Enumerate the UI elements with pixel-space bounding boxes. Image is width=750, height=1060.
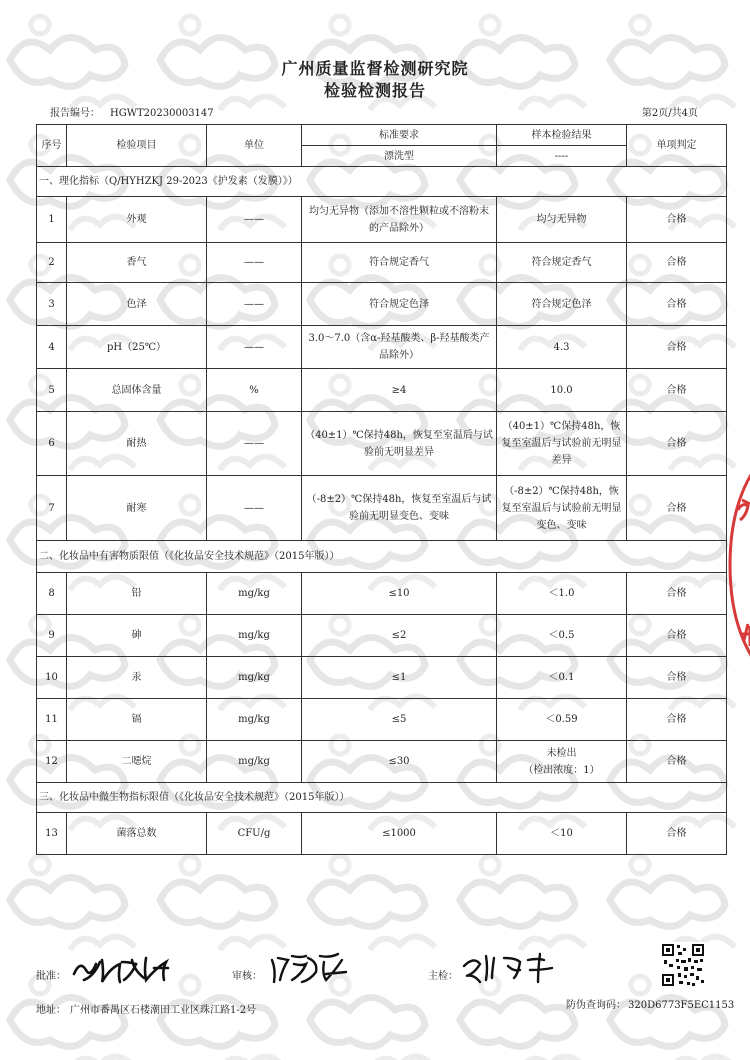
- row-standard: ≥4: [302, 369, 497, 412]
- row-judgement: 合格: [627, 326, 727, 369]
- header-judgement: 单项判定: [627, 125, 727, 167]
- row-item: pH（25℃）: [67, 326, 207, 369]
- approver-label: 批准：: [36, 971, 66, 982]
- row-standard: 符合规定色泽: [302, 283, 497, 326]
- row-no: 12: [37, 741, 67, 783]
- header-seq: 序号: [37, 125, 67, 167]
- table-row: [37, 197, 727, 243]
- row-unit: CFU/g: [207, 813, 302, 855]
- row-standard: ≤1000: [302, 813, 497, 855]
- qr-code-icon: [660, 942, 706, 988]
- row-judgement: 合格: [627, 741, 727, 783]
- row-unit: mg/kg: [207, 573, 302, 615]
- row-standard: 3.0～7.0（含α-羟基酸类、β-羟基酸类产品除外）: [302, 326, 497, 369]
- section-title: 一、理化指标（Q/HYHZKJ 29-2023《护发素（发膜）》）: [37, 167, 727, 197]
- table-row: [37, 476, 727, 541]
- row-judgement: 合格: [627, 412, 727, 476]
- row-result: 符合规定香气: [497, 243, 627, 283]
- row-standard: ≤2: [302, 615, 497, 657]
- report-number-value: HGWT20230003147: [110, 108, 214, 119]
- row-item: 色泽: [67, 283, 207, 326]
- row-result: 4.3: [497, 326, 627, 369]
- row-item: 耐寒: [67, 476, 207, 541]
- row-unit: ——: [207, 412, 302, 476]
- row-judgement: 合格: [627, 283, 727, 326]
- row-item: 耐热: [67, 412, 207, 476]
- institute-title: 广州质量监督检测研究院: [281, 59, 469, 78]
- report-number: [50, 104, 214, 119]
- row-unit: ——: [207, 476, 302, 541]
- row-unit: ——: [207, 243, 302, 283]
- row-unit: ——: [207, 197, 302, 243]
- header-standard-sub: 漂洗型: [302, 146, 497, 167]
- row-no: 4: [37, 326, 67, 369]
- approver-signature: [70, 952, 180, 986]
- table-row: [37, 741, 727, 783]
- header-item: 检验项目: [67, 125, 207, 167]
- row-standard: ≤30: [302, 741, 497, 783]
- table-row: [37, 326, 727, 369]
- row-no: 8: [37, 573, 67, 615]
- row-no: 7: [37, 476, 67, 541]
- row-result: [497, 741, 627, 783]
- red-seal-stamp: [720, 440, 750, 690]
- table-row: [37, 243, 727, 283]
- row-result: （40±1）℃保持48h，恢复至室温后与试验前无明显差异: [497, 412, 627, 476]
- row-result: ＜1.0: [497, 573, 627, 615]
- table-row: [37, 412, 727, 476]
- row-standard: ≤10: [302, 573, 497, 615]
- anticounterfeit: [566, 996, 734, 1011]
- row-no: 9: [37, 615, 67, 657]
- anticounterfeit-code: 320D6773F5EC1153: [628, 1000, 735, 1011]
- address: [36, 1001, 256, 1016]
- row-standard: ≤1: [302, 657, 497, 699]
- row-item: 二噁烷: [67, 741, 207, 783]
- row-unit: %: [207, 369, 302, 412]
- row-judgement: 合格: [627, 813, 727, 855]
- row-result: ＜10: [497, 813, 627, 855]
- row-judgement: 合格: [627, 657, 727, 699]
- row-no: 1: [37, 197, 67, 243]
- inspector-signature: [460, 950, 570, 986]
- row-standard: （-8±2）℃保持48h，恢复至室温后与试验前无明显变色、变味: [302, 476, 497, 541]
- table-row: [37, 573, 727, 615]
- anticounterfeit-label: 防伪查询码：: [566, 1000, 626, 1011]
- header-result: 样本检验结果: [497, 125, 627, 146]
- table-row: [37, 657, 727, 699]
- row-result: 符合规定色泽: [497, 283, 627, 326]
- row-result: 均匀无异物: [497, 197, 627, 243]
- table-row: [37, 699, 727, 741]
- row-judgement: 合格: [627, 243, 727, 283]
- row-no: 6: [37, 412, 67, 476]
- row-unit: ——: [207, 326, 302, 369]
- row-unit: mg/kg: [207, 657, 302, 699]
- report-number-label: 报告编号：: [50, 108, 100, 119]
- row-item: 镉: [67, 699, 207, 741]
- row-result: ＜0.59: [497, 699, 627, 741]
- row-standard: 符合规定香气: [302, 243, 497, 283]
- row-item: 香气: [67, 243, 207, 283]
- row-standard: （40±1）℃保持48h，恢复至室温后与试验前无明显差异: [302, 412, 497, 476]
- row-item: 总固体含量: [67, 369, 207, 412]
- row-result: 10.0: [497, 369, 627, 412]
- address-value: 广州市番禺区石楼潮田工业区珠江路1-2号: [70, 1005, 257, 1016]
- row-unit: ——: [207, 283, 302, 326]
- reviewer-label: 审核：: [232, 971, 262, 982]
- row-judgement: 合格: [627, 615, 727, 657]
- row-judgement: 合格: [627, 699, 727, 741]
- reviewer-signature: [268, 950, 358, 986]
- header-unit: 单位: [207, 125, 302, 167]
- row-result: ＜0.5: [497, 615, 627, 657]
- row-result-note: （检出浓度：1）: [523, 764, 600, 776]
- address-label: 地址：: [36, 1005, 66, 1016]
- inspector-label: 主检：: [428, 971, 458, 982]
- table-row: [37, 283, 727, 326]
- row-unit: mg/kg: [207, 741, 302, 783]
- table-row: [37, 369, 727, 412]
- section-title: 二、化妆品中有害物质限值（《化妆品安全技术规范》（2015年版））: [37, 541, 727, 573]
- row-standard: ≤5: [302, 699, 497, 741]
- row-result-value: 未检出: [546, 747, 577, 759]
- row-unit: mg/kg: [207, 699, 302, 741]
- section-title: 三、化妆品中微生物指标限值（《化妆品安全技术规范》（2015年版））: [37, 783, 727, 813]
- row-no: 11: [37, 699, 67, 741]
- row-item: 砷: [67, 615, 207, 657]
- table-row: [37, 615, 727, 657]
- report-title: 检验检测报告: [323, 81, 426, 100]
- row-item: 外观: [67, 197, 207, 243]
- row-no: 2: [37, 243, 67, 283]
- inspection-table: [36, 124, 727, 855]
- row-item: 铅: [67, 573, 207, 615]
- row-item: 菌落总数: [67, 813, 207, 855]
- row-judgement: 合格: [627, 476, 727, 541]
- row-standard: 均匀无异物（添加不溶性颗粒或不溶粉末的产品除外）: [302, 197, 497, 243]
- row-no: 13: [37, 813, 67, 855]
- row-no: 5: [37, 369, 67, 412]
- table-row: [37, 813, 727, 855]
- row-judgement: 合格: [627, 369, 727, 412]
- row-result: （-8±2）℃保持48h，恢复至室温后与试验前无明显变色、变味: [497, 476, 627, 541]
- header-standard: 标准要求: [302, 125, 497, 146]
- row-no: 10: [37, 657, 67, 699]
- row-no: 3: [37, 283, 67, 326]
- row-item: 汞: [67, 657, 207, 699]
- page-info: 第2页/共4页: [641, 108, 698, 119]
- row-judgement: 合格: [627, 197, 727, 243]
- row-result: ＜0.1: [497, 657, 627, 699]
- row-unit: mg/kg: [207, 615, 302, 657]
- header-result-sub: ----: [497, 146, 627, 167]
- row-judgement: 合格: [627, 573, 727, 615]
